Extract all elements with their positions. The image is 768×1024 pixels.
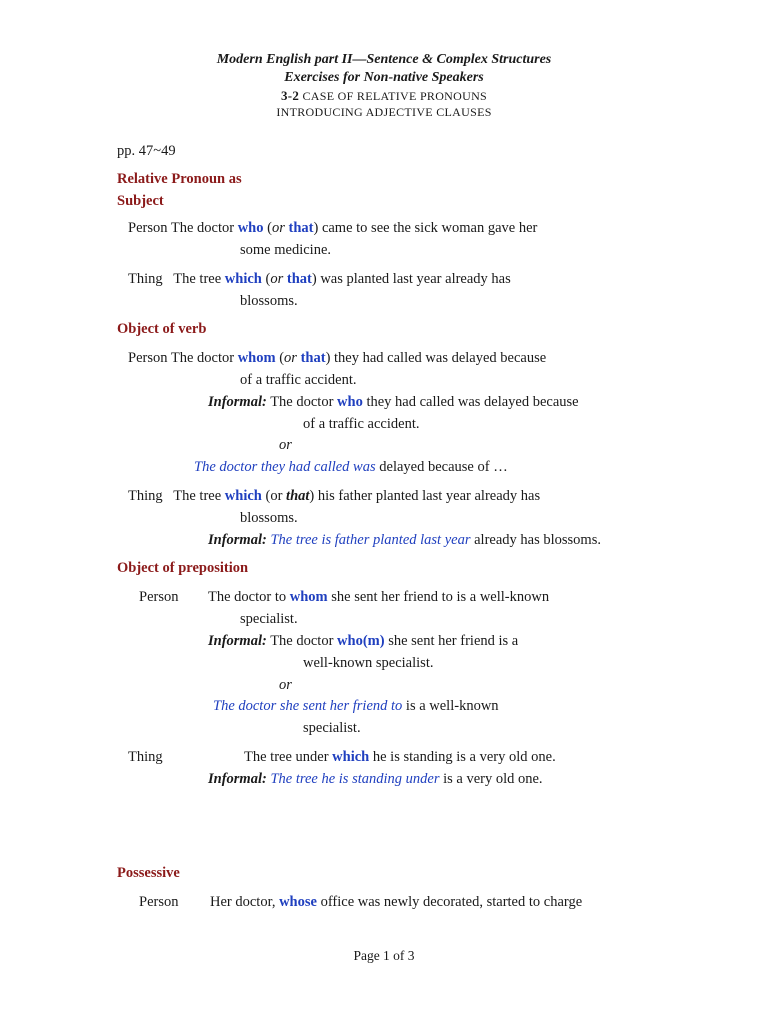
- heading-object-of-preposition: Object of preposition: [117, 560, 249, 576]
- page-reference: pp. 47~49: [117, 143, 176, 159]
- informal-example: Informal: The doctor who they had called was delayed because: [208, 394, 579, 410]
- example-text: The doctor to whom she sent her friend to is a well-known: [208, 589, 550, 605]
- row-label: Thing: [128, 749, 163, 765]
- example-text: The doctor who (or that) came to see the sick woman gave her: [170, 220, 538, 236]
- subject-thing-row: [128, 271, 511, 288]
- page-number: Page 1 of 3: [353, 948, 415, 963]
- example-continuation: of a traffic accident.: [240, 372, 357, 388]
- objverb-person-row: [128, 350, 546, 367]
- example-text: Her doctor, whose office was newly decorated, started to charge: [210, 894, 583, 910]
- doc-title: Modern English part II—Sentence & Complex Structures: [216, 52, 552, 67]
- example-continuation: blossoms.: [240, 293, 298, 309]
- informal-label: Informal:: [208, 771, 267, 787]
- example-continuation: blossoms.: [240, 510, 298, 526]
- example-continuation: some medicine.: [240, 242, 332, 258]
- example-text: The doctor whom (or that) they had called was delayed because: [170, 350, 547, 366]
- example-text: The tree which (or that) was planted last year already has: [173, 271, 511, 287]
- objverb-thing-row: [128, 488, 540, 505]
- heading-subject: Subject: [117, 193, 164, 209]
- row-label: Thing: [128, 271, 163, 287]
- informal-label: Informal:: [208, 394, 267, 410]
- row-label: Person: [128, 220, 168, 236]
- section-number: 3-2: [280, 88, 300, 103]
- section-title-text: CASE OF RELATIVE PRONOUNS: [299, 89, 488, 103]
- row-label: Person: [128, 350, 168, 366]
- row-label: Thing: [128, 488, 163, 504]
- heading-object-of-verb: Object of verb: [117, 321, 207, 337]
- or-connector: or: [279, 677, 292, 693]
- row-label: Person: [139, 589, 179, 605]
- row-label: Person: [139, 894, 179, 910]
- alternate-example: The doctor she sent her friend to is a well-known: [213, 698, 499, 714]
- heading-possessive: Possessive: [117, 865, 180, 881]
- informal-example: Informal: The tree is father planted last year already has blossoms.: [208, 532, 601, 548]
- example-continuation: of a traffic accident.: [303, 416, 420, 432]
- section-subtitle: INTRODUCING ADJECTIVE CLAUSES: [276, 105, 492, 119]
- alternate-example: The doctor they had called was delayed because of …: [194, 459, 508, 475]
- informal-label: Informal:: [208, 532, 267, 548]
- informal-example: Informal: The tree he is standing under is a very old one.: [208, 771, 543, 787]
- informal-example: Informal: The doctor who(m) she sent her friend is a: [208, 633, 519, 649]
- example-text: The tree under which he is standing is a very old one.: [244, 749, 556, 765]
- example-continuation: specialist.: [303, 720, 361, 736]
- heading-relative-pronoun: Relative Pronoun as: [117, 171, 242, 187]
- example-continuation: well-known specialist.: [303, 655, 434, 671]
- example-continuation: specialist.: [240, 611, 298, 627]
- subject-person-row: [128, 220, 537, 237]
- or-connector: or: [279, 437, 292, 453]
- doc-subtitle: Exercises for Non-native Speakers: [284, 70, 484, 85]
- example-text: The tree which (or that) his father planted last year already has: [173, 488, 541, 504]
- informal-label: Informal:: [208, 633, 267, 649]
- section-title: [0, 88, 768, 104]
